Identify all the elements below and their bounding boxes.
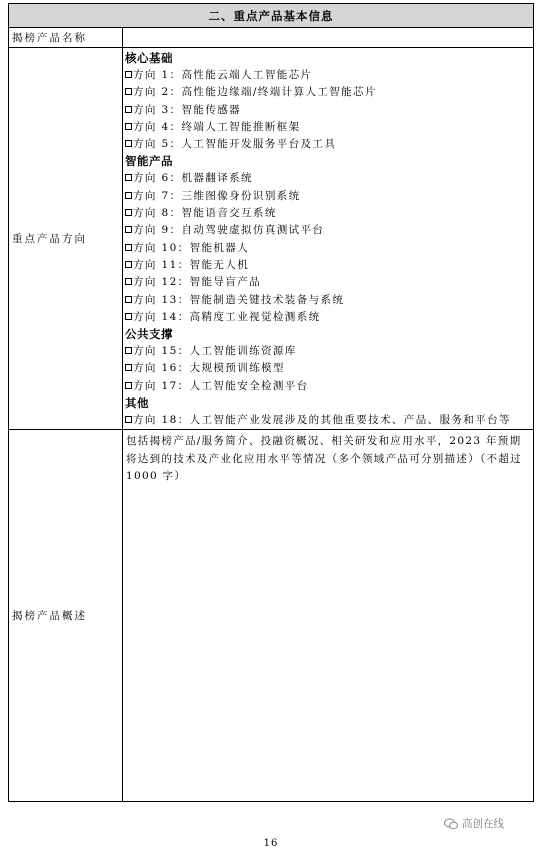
direction-option-label: 方向 13：智能制造关键技术装备与系统 <box>133 293 345 306</box>
checkbox[interactable] <box>125 313 132 320</box>
watermark-text: 高创在线 <box>462 818 504 830</box>
direction-label: 重点产品方向 <box>9 48 123 430</box>
direction-option[interactable] <box>125 360 531 377</box>
section-header: 二、重点产品基本信息 <box>9 4 534 28</box>
direction-group-title: 智能产品 <box>125 154 173 169</box>
direction-option[interactable] <box>125 102 531 119</box>
section-header-row <box>9 4 534 28</box>
direction-option[interactable] <box>125 240 531 257</box>
direction-option[interactable] <box>125 119 531 136</box>
direction-option-label: 方向 16：大规模预训练模型 <box>133 362 285 375</box>
direction-option[interactable] <box>125 412 531 429</box>
direction-option-label: 方向 8：智能语音交互系统 <box>133 207 277 220</box>
wechat-icon <box>444 818 458 830</box>
direction-option[interactable] <box>125 170 531 187</box>
direction-option-label: 方向 11：智能无人机 <box>133 258 250 271</box>
direction-option[interactable] <box>125 222 531 239</box>
checkbox[interactable] <box>125 106 132 113</box>
checkbox[interactable] <box>125 209 132 216</box>
direction-option-label: 方向 1：高性能云端人工智能芯片 <box>133 69 313 81</box>
checkbox[interactable] <box>125 296 132 303</box>
direction-option-label: 方向 18：人工智能产业发展涉及的其他重要技术、产品、服务和平台等 <box>133 414 511 427</box>
direction-option-label: 方向 15：人工智能训练资源库 <box>133 345 297 358</box>
direction-option-label: 方向 14：高精度工业视觉检测系统 <box>133 310 321 323</box>
watermark <box>444 816 504 831</box>
checkbox[interactable] <box>125 416 132 423</box>
direction-group-title: 公共支撑 <box>125 327 173 342</box>
overview-label: 揭榜产品概述 <box>9 430 123 802</box>
overview-instruction: 包括揭榜产品/服务简介、投融资概况、相关研发和应用水平，2023 年预期将达到的技术及产业化应用水平等情况（多个领域产品可分别描述）（不超过 1000 字） <box>126 435 522 483</box>
direction-option[interactable] <box>125 257 531 274</box>
checkbox[interactable] <box>125 261 132 268</box>
direction-option-label: 方向 2：高性能边缘端/终端计算人工智能芯片 <box>133 86 377 99</box>
direction-group-title: 其他 <box>125 396 149 411</box>
direction-option-label: 方向 12：智能导盲产品 <box>133 276 261 289</box>
product-info-table <box>8 3 534 802</box>
direction-option-label: 方向 17：人工智能安全检测平台 <box>133 379 309 392</box>
overview-field[interactable] <box>123 430 534 802</box>
direction-option-label: 方向 5：人工智能开发服务平台及工具 <box>133 138 337 151</box>
checkbox[interactable] <box>125 364 132 371</box>
checkbox[interactable] <box>125 192 132 199</box>
checkbox[interactable] <box>125 123 132 130</box>
direction-option[interactable] <box>125 292 531 309</box>
overview-row <box>9 430 534 802</box>
direction-option[interactable] <box>125 274 531 291</box>
direction-option-label: 方向 10：智能机器人 <box>133 241 250 254</box>
direction-option-label: 方向 9：自动驾驶虚拟仿真测试平台 <box>133 224 325 237</box>
product-name-row <box>9 28 534 48</box>
page-number: 16 <box>263 838 279 849</box>
direction-group-title: 核心基础 <box>125 51 173 65</box>
checkbox[interactable] <box>125 347 132 354</box>
checkbox[interactable] <box>125 226 132 233</box>
direction-option-label: 方向 3：智能传感器 <box>133 103 242 116</box>
direction-row <box>9 48 534 430</box>
checkbox[interactable] <box>125 382 132 389</box>
checkbox[interactable] <box>125 140 132 147</box>
checkbox[interactable] <box>125 174 132 181</box>
direction-options <box>123 48 534 430</box>
direction-option[interactable] <box>125 84 531 101</box>
direction-option[interactable] <box>125 378 531 395</box>
checkbox[interactable] <box>125 71 132 78</box>
direction-option[interactable] <box>125 188 531 205</box>
checkbox[interactable] <box>125 278 132 285</box>
direction-option-label: 方向 6：机器翻译系统 <box>133 172 253 185</box>
direction-option-label: 方向 7：三维图像身份识别系统 <box>133 189 301 202</box>
checkbox[interactable] <box>125 244 132 251</box>
product-name-field[interactable] <box>123 28 534 48</box>
direction-option[interactable] <box>125 309 531 326</box>
direction-option[interactable] <box>125 67 531 84</box>
direction-option-label: 方向 4：终端人工智能推断框架 <box>133 120 301 133</box>
checkbox[interactable] <box>125 88 132 95</box>
direction-option[interactable] <box>125 343 531 360</box>
direction-option[interactable] <box>125 205 531 222</box>
direction-option[interactable] <box>125 136 531 153</box>
product-name-label: 揭榜产品名称 <box>9 28 123 48</box>
